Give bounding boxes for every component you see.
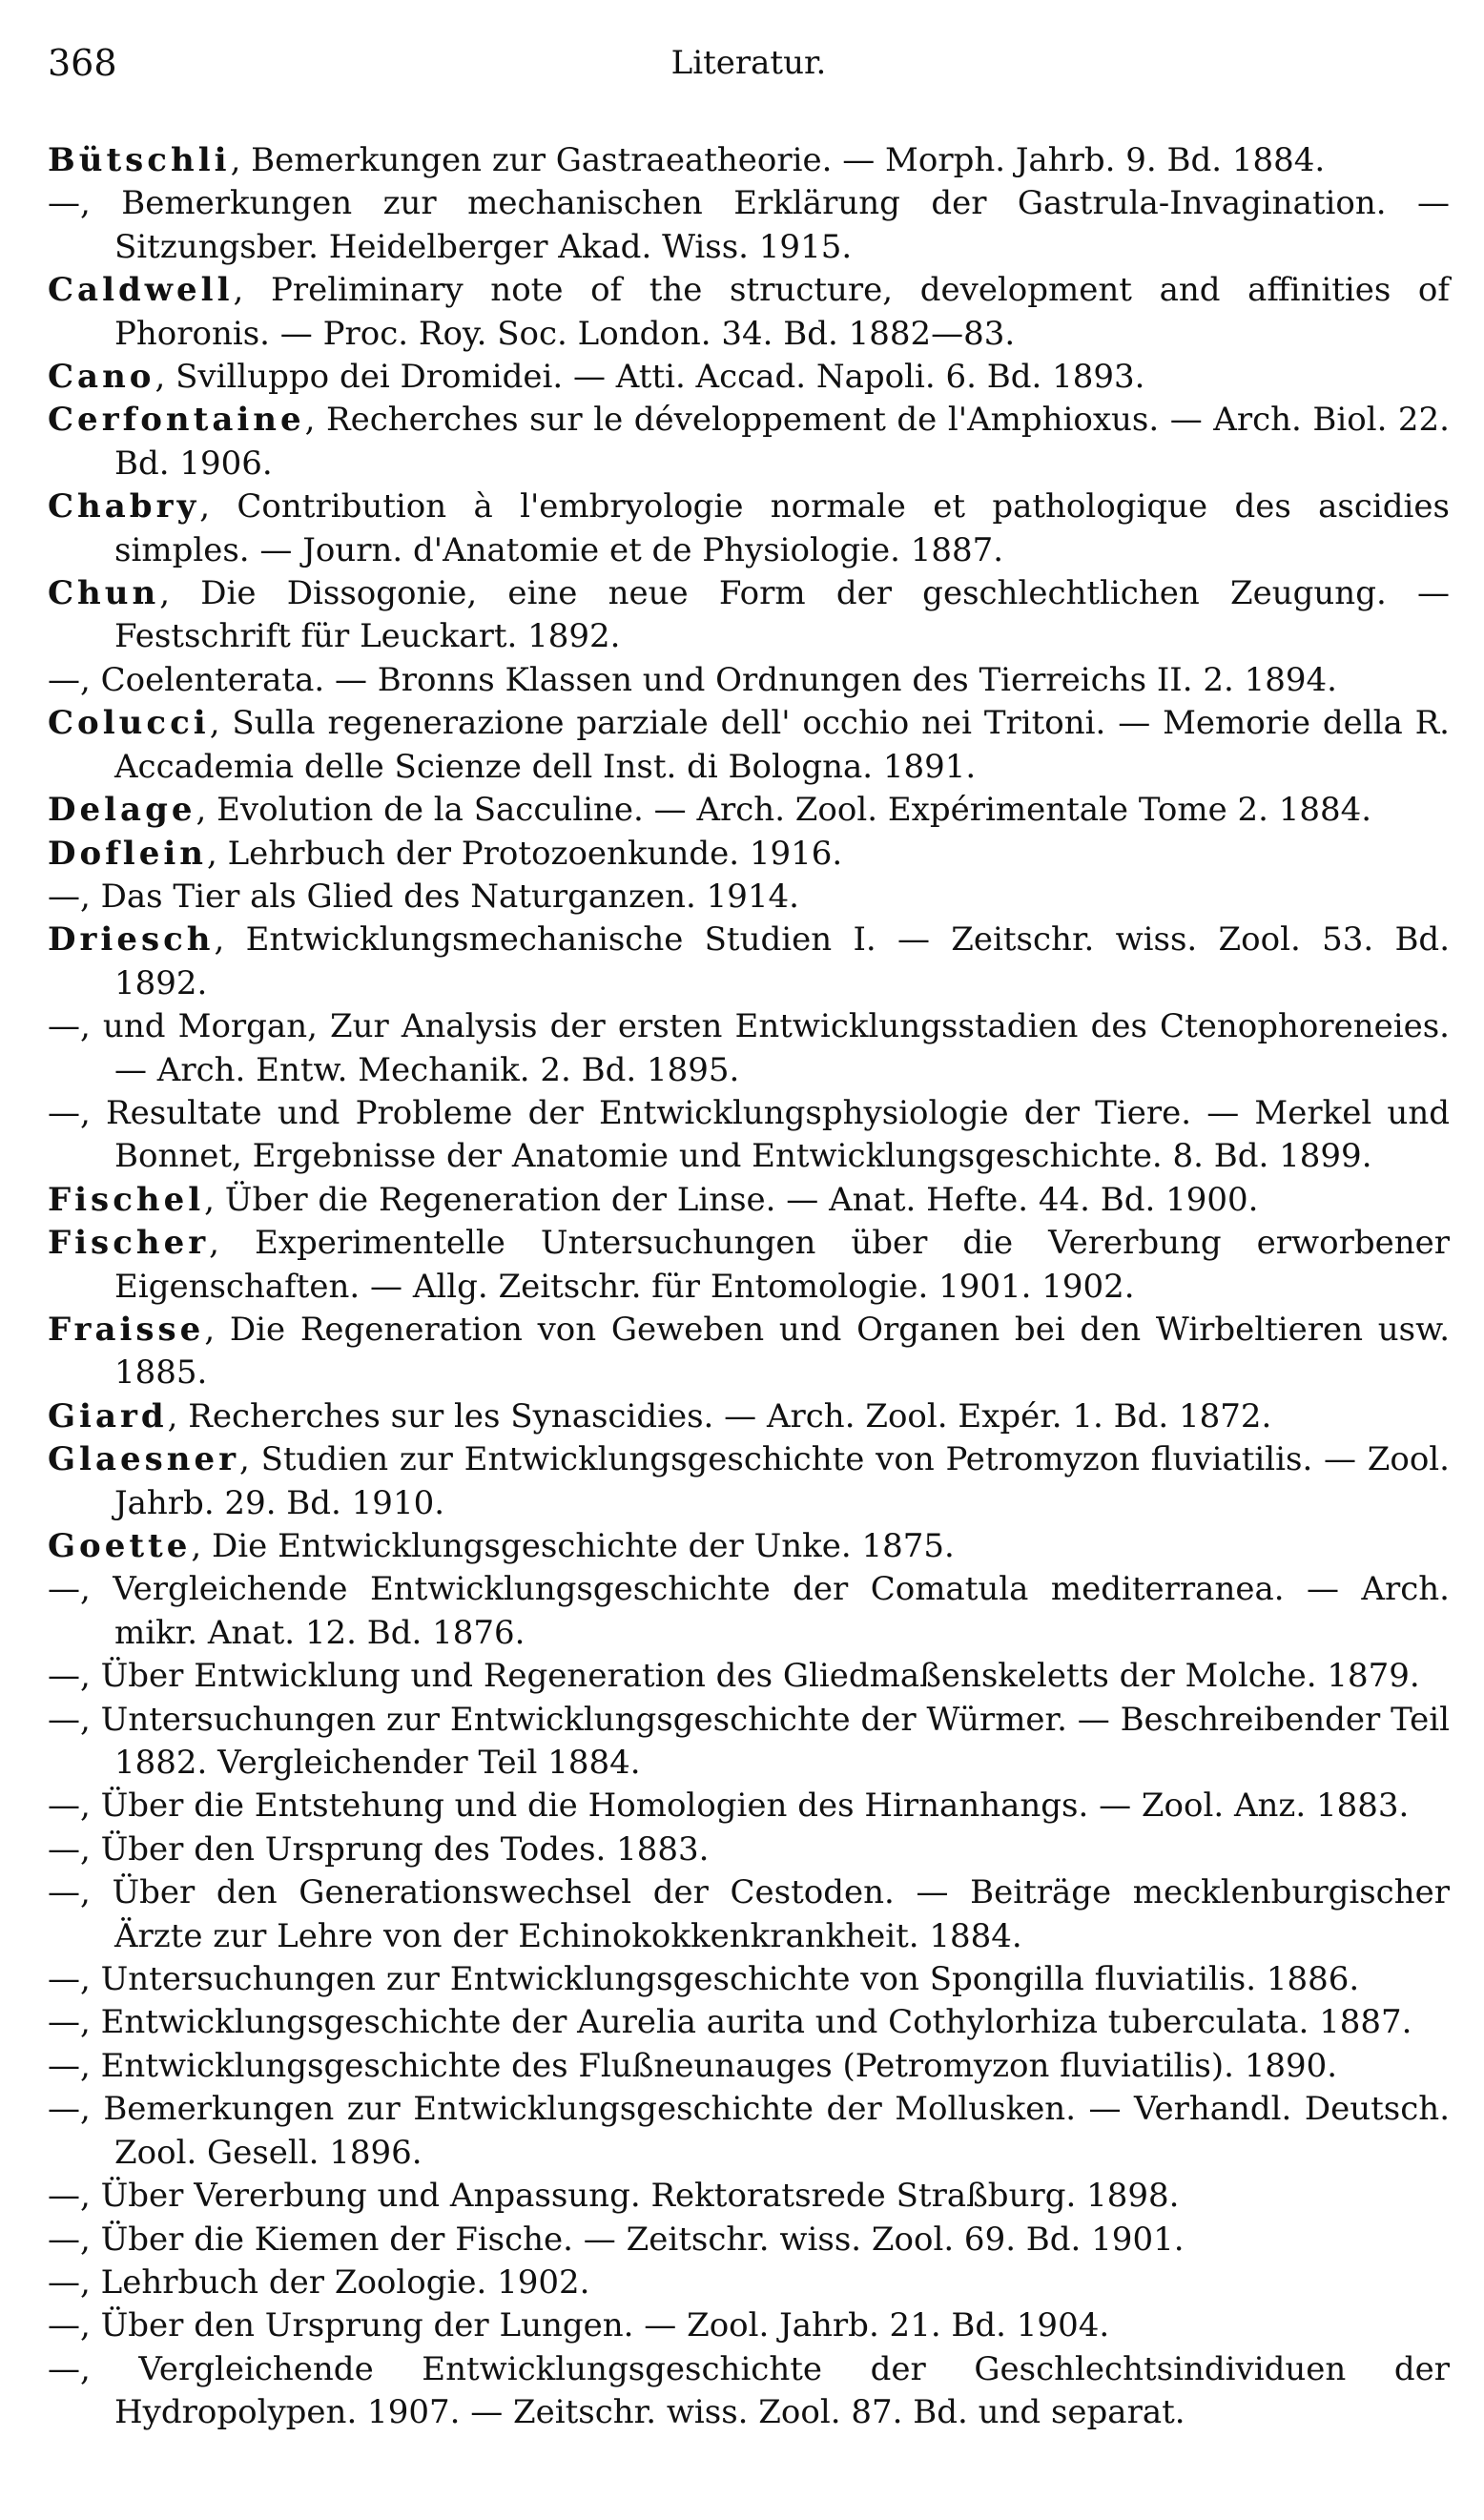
bibliography-entry bbox=[48, 269, 1450, 356]
entry-text: —, Vergleichende Entwicklungsgeschichte der Comatula mediterranea. — Arch. mikr. Anat. 12. Bd. 1876. bbox=[48, 1570, 1450, 1652]
bibliography-entry bbox=[48, 2001, 1450, 2044]
bibliography-entry bbox=[48, 876, 1450, 919]
entry-text: —, Untersuchungen zur Entwicklungsgeschichte von Spongilla fluviatilis. 1886. bbox=[48, 1960, 1360, 1999]
entry-author: Fraisse bbox=[48, 1310, 205, 1349]
bibliography-entry bbox=[48, 2088, 1450, 2175]
entry-text: , Die Regeneration von Geweben und Organen bei den Wirbeltieren usw. 1885. bbox=[114, 1310, 1450, 1393]
entry-author: Driesch bbox=[48, 920, 215, 960]
bibliography-entry bbox=[48, 1005, 1450, 1092]
bibliography-entry bbox=[48, 485, 1450, 572]
bibliography-entry bbox=[48, 572, 1450, 659]
bibliography-entry bbox=[48, 399, 1450, 485]
bibliography-entry bbox=[48, 659, 1450, 702]
entry-author: Caldwell bbox=[48, 271, 234, 310]
entry-text: —, Entwicklungsgeschichte der Aurelia aurita und Cothylorhiza tuberculata. 1887. bbox=[48, 2003, 1412, 2042]
entry-author: Fischer bbox=[48, 1224, 210, 1263]
entry-text: —, Resultate und Probleme der Entwicklungsphysiologie der Tiere. — Merkel und Bonnet, Ergebnisse der Anatomie und Entwicklungsgeschichte. 8. Bd. 1899. bbox=[48, 1093, 1450, 1176]
bibliography-list bbox=[48, 139, 1450, 2435]
bibliography-entry bbox=[48, 1871, 1450, 1958]
entry-author: Delage bbox=[48, 791, 196, 830]
entry-text: —, Das Tier als Glied des Naturganzen. 1914. bbox=[48, 877, 799, 916]
entry-text: , Studien zur Entwicklungsgeschichte von Petromyzon fluviatilis. — Zool. Jahrb. 29. Bd. 1910. bbox=[114, 1440, 1450, 1522]
entry-author: Glaesner bbox=[48, 1440, 240, 1479]
entry-text: —, Entwicklungsgeschichte des Flußneunauges (Petromyzon fluviatilis). 1890. bbox=[48, 2046, 1338, 2085]
bibliography-entry bbox=[48, 2348, 1450, 2435]
entry-author: Bütschli bbox=[48, 141, 231, 179]
entry-text: , Lehrbuch der Protozoenkunde. 1916. bbox=[206, 834, 843, 873]
bibliography-entry bbox=[48, 1568, 1450, 1655]
running-title: Literatur. bbox=[670, 44, 827, 82]
bibliography-entry bbox=[48, 789, 1450, 832]
entry-author: Colucci bbox=[48, 704, 210, 743]
entry-text: , Experimentelle Untersuchungen über die Vererbung erworbener Eigenschaften. — Allg. Zeitschr. für Entomologie. 1901. 1902. bbox=[114, 1224, 1450, 1306]
bibliography-entry bbox=[48, 1438, 1450, 1525]
entry-author: Doflein bbox=[48, 834, 207, 873]
entry-text: , Über die Regeneration der Linse. — Anat. Hefte. 44. Bd. 1900. bbox=[204, 1180, 1259, 1219]
bibliography-entry bbox=[48, 1309, 1450, 1395]
bibliography-entry bbox=[48, 1092, 1450, 1179]
entry-text: , Die Dissogonie, eine neue Form der geschlechtlichen Zeugung. — Festschrift für Leuckart. 1892. bbox=[114, 574, 1450, 656]
bibliography-entry bbox=[48, 1179, 1450, 1222]
entry-text: , Preliminary note of the structure, development and affinities of Phoronis. — Proc. Roy. Soc. London. 34. Bd. 1882—83. bbox=[114, 271, 1450, 353]
bibliography-entry bbox=[48, 2304, 1450, 2347]
entry-text: , Bemerkungen zur Gastraeatheorie. — Morph. Jahrb. 9. Bd. 1884. bbox=[230, 141, 1326, 179]
entry-text: , Die Entwicklungsgeschichte der Unke. 1875. bbox=[191, 1527, 955, 1565]
page-number: 368 bbox=[48, 42, 117, 84]
entry-text: —, Lehrbuch der Zoologie. 1902. bbox=[48, 2262, 590, 2302]
entry-text: , Evolution de la Sacculine. — Arch. Zool. Expérimentale Tome 2. 1884. bbox=[196, 791, 1372, 830]
entry-text: —, Über den Ursprung der Lungen. — Zool. Jahrb. 21. Bd. 1904. bbox=[48, 2306, 1110, 2345]
entry-text: , Recherches sur les Synascidies. — Arch. Zool. Expér. 1. Bd. 1872. bbox=[167, 1396, 1272, 1436]
entry-text: —, Bemerkungen zur Entwicklungsgeschichte der Mollusken. — Verhandl. Deutsch. Zool. Gesell. 1896. bbox=[48, 2090, 1450, 2172]
bibliography-entry bbox=[48, 2219, 1450, 2262]
bibliography-entry bbox=[48, 1655, 1450, 1698]
bibliography-entry bbox=[48, 2175, 1450, 2218]
entry-author: Chun bbox=[48, 574, 160, 613]
entry-author: Goette bbox=[48, 1527, 192, 1565]
entry-text: —, Bemerkungen zur mechanischen Erklärung der Gastrula-Invagination. — Sitzungsber. Heidelberger Akad. Wiss. 1915. bbox=[48, 184, 1450, 266]
bibliography-entry bbox=[48, 833, 1450, 876]
bibliography-entry bbox=[48, 1699, 1450, 1786]
bibliography-entry bbox=[48, 1828, 1450, 1871]
entry-author: Fischel bbox=[48, 1180, 205, 1219]
bibliography-entry bbox=[48, 702, 1450, 789]
entry-text: —, Über Vererbung und Anpassung. Rektoratsrede Straßburg. 1898. bbox=[48, 2177, 1180, 2216]
bibliography-entry bbox=[48, 182, 1450, 269]
entry-text: —, Coelenterata. — Bronns Klassen und Ordnungen des Tierreichs II. 2. 1894. bbox=[48, 660, 1337, 699]
entry-text: —, Über den Generationswechsel der Cestoden. — Beiträge mecklenburgischer Ärzte zur Lehre von der Echinokokkenkrankheit. 1884. bbox=[48, 1873, 1450, 1955]
entry-text: , Entwicklungsmechanische Studien I. — Zeitschr. wiss. Zool. 53. Bd. 1892. bbox=[114, 920, 1450, 1002]
entry-text: —, Über die Entstehung und die Homologien des Hirnanhangs. — Zool. Anz. 1883. bbox=[48, 1787, 1410, 1826]
bibliography-entry bbox=[48, 1525, 1450, 1568]
bibliography-entry bbox=[48, 1785, 1450, 1828]
bibliography-entry bbox=[48, 2045, 1450, 2088]
bibliography-entry bbox=[48, 356, 1450, 399]
entry-text: , Contribution à l'embryologie normale et pathologique des ascidies simples. — Journ. d'Anatomie et de Physiologie. 1887. bbox=[114, 487, 1450, 569]
entry-text: —, Untersuchungen zur Entwicklungsgeschichte der Würmer. — Beschreibender Teil 1882. Vergleichender Teil 1884. bbox=[48, 1700, 1450, 1783]
entry-text: —, Über die Kiemen der Fische. — Zeitschr. wiss. Zool. 69. Bd. 1901. bbox=[48, 2220, 1185, 2259]
entry-text: —, Über den Ursprung des Todes. 1883. bbox=[48, 1829, 710, 1869]
entry-text: , Sulla regenerazione parziale dell' occhio nei Tritoni. — Memorie della R. Accademia delle Scienze dell Inst. di Bologna. 1891. bbox=[114, 704, 1450, 786]
entry-author: Chabry bbox=[48, 487, 200, 527]
bibliography-entry bbox=[48, 139, 1450, 182]
entry-text: , Svilluppo dei Dromidei. — Atti. Accad. Napoli. 6. Bd. 1893. bbox=[155, 358, 1145, 397]
entry-author: Cano bbox=[48, 358, 155, 397]
entry-text: —, Über Entwicklung und Regeneration des Gliedmaßenskeletts der Molche. 1879. bbox=[48, 1657, 1420, 1696]
entry-text: —, Vergleichende Entwicklungsgeschichte der Geschlechtsindividuen der Hydropolypen. 1907. — Zeitschr. wiss. Zool. 87. Bd. und separat. bbox=[48, 2349, 1450, 2432]
bibliography-entry bbox=[48, 919, 1450, 1005]
entry-author: Giard bbox=[48, 1396, 168, 1436]
bibliography-entry bbox=[48, 1222, 1450, 1309]
page-header bbox=[48, 42, 1450, 99]
bibliography-entry bbox=[48, 1395, 1450, 1438]
bibliography-entry bbox=[48, 1958, 1450, 2001]
entry-text: —, und Morgan, Zur Analysis der ersten Entwicklungsstadien des Ctenophoreneies. — Arch. Entw. Mechanik. 2. Bd. 1895. bbox=[48, 1007, 1450, 1089]
document-page bbox=[48, 42, 1450, 2435]
entry-author: Cerfontaine bbox=[48, 401, 305, 440]
bibliography-entry bbox=[48, 2262, 1450, 2304]
entry-text: , Recherches sur le développement de l'Amphioxus. — Arch. Biol. 22. Bd. 1906. bbox=[114, 401, 1450, 483]
